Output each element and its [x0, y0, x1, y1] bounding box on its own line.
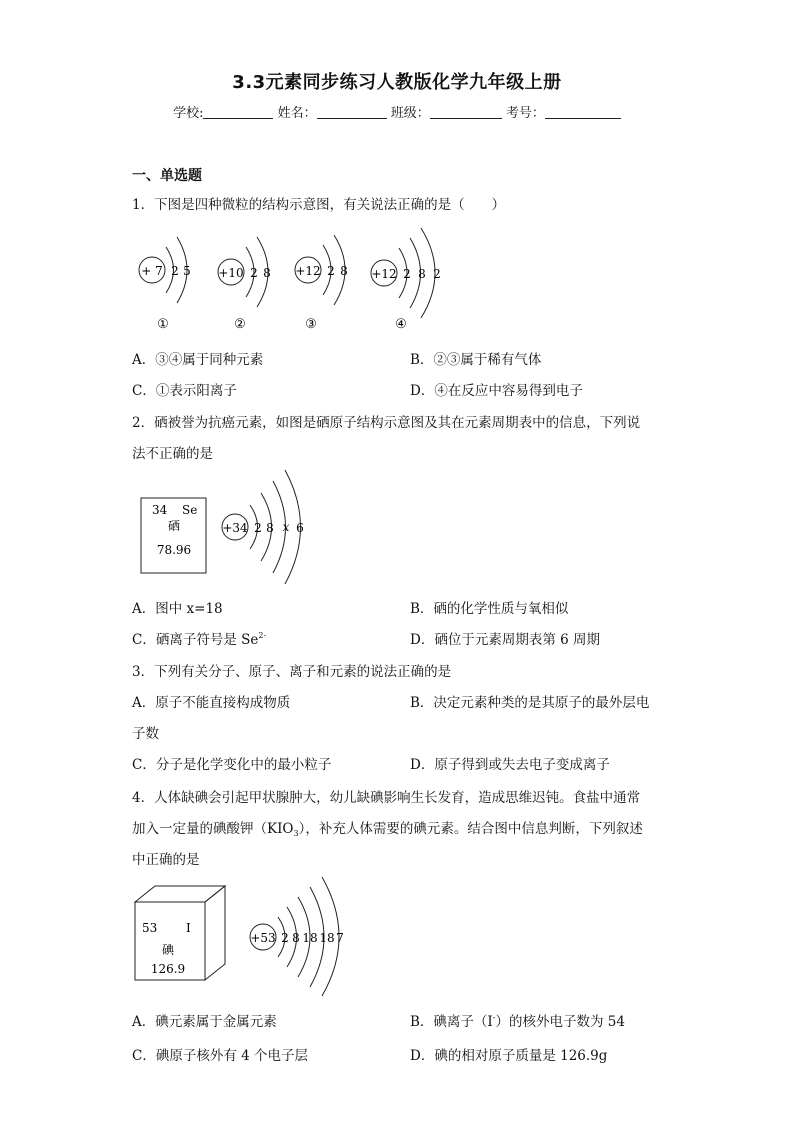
q4-shell-2: 8: [292, 931, 300, 945]
q1-option-c[interactable]: C．①表示阳离子: [132, 383, 237, 399]
q3-option-a[interactable]: A．原子不能直接构成物质: [132, 695, 291, 711]
q4-option-d[interactable]: D．碘的相对原子质量是 126.9g: [410, 1048, 608, 1064]
q1-p3-shell-2: 8: [340, 264, 348, 278]
q4-option-b-charge: -: [492, 1013, 496, 1022]
q2-element-name: 硒: [167, 519, 181, 533]
school-label: 学校:: [173, 106, 204, 121]
q4-stem-line-1: 4．人体缺碘会引起甲状腺肿大，幼儿缺碘影响生长发育，造成思维迟钝。食盐中通常: [132, 790, 641, 806]
q1-option-d[interactable]: D．④在反应中容易得到电子: [410, 383, 583, 399]
q2-shell-3: x: [282, 520, 290, 534]
section-heading: 一、单选题: [132, 168, 202, 184]
q2-option-c[interactable]: [132, 628, 266, 648]
q4-nucleus: +53: [250, 931, 276, 945]
q4-stem-subscript: 3: [293, 829, 299, 838]
q1-p4-shell-1: 2: [403, 267, 411, 281]
q4-option-b-start: B．碘离子（I: [410, 1014, 493, 1030]
q2-shell-4: 6: [296, 521, 304, 535]
school-blank: [203, 105, 273, 119]
q1-p1-shell-1: 2: [171, 264, 179, 278]
q2-stem-line-1: 2．硒被誉为抗癌元素，如图是硒原子结构示意图及其在元素周期表中的信息，下列说: [132, 415, 641, 431]
q1-p4-label: ④: [395, 317, 407, 332]
q4-shell-4: 18: [319, 931, 335, 945]
student-info-line: [0, 102, 794, 121]
exam-number-label: 考号：: [505, 106, 545, 121]
q3-option-c[interactable]: C．分子是化学变化中的最小粒子: [132, 757, 332, 773]
q1-option-b[interactable]: B．②③属于稀有气体: [410, 352, 542, 368]
q4-element-name: 碘: [161, 943, 175, 957]
q1-p2-label: ②: [234, 317, 246, 332]
q2-atom-diagram: [222, 470, 304, 584]
q4-option-b-end: ）的核外电子数为 54: [495, 1014, 625, 1030]
q1-p1-nucleus: + 7: [141, 264, 163, 278]
q1-p3-label: ③: [305, 317, 317, 332]
q4-shell-3: 18: [302, 931, 318, 945]
q1-p4-nucleus: +12: [371, 267, 397, 281]
q4-periodic-cube: [135, 886, 225, 980]
page-title: 3.3元素同步练习人教版化学九年级上册: [232, 72, 562, 93]
class-blank: [430, 105, 502, 119]
q4-option-c[interactable]: C．碘原子核外有 4 个电子层: [132, 1048, 309, 1064]
class-label: 班级：: [390, 106, 430, 121]
q1-p2-shell-1: 2: [250, 266, 258, 280]
q2-element-symbol: Se: [182, 503, 198, 517]
q4-stem-line-2-start: 加入一定量的碘酸钾（KIO: [132, 821, 294, 837]
exam-number-blank: [545, 105, 621, 119]
name-blank: [317, 105, 387, 119]
q4-option-b[interactable]: [410, 1010, 625, 1030]
q1-option-a[interactable]: A．③④属于同种元素: [132, 352, 264, 368]
q1-particle-1: [139, 237, 191, 332]
q3-option-b-continued: 子数: [132, 726, 159, 742]
q1-p1-shell-2: 5: [183, 264, 191, 278]
q2-atomic-mass: 78.96: [156, 543, 192, 557]
q1-p3-shell-1: 2: [327, 264, 335, 278]
q3-option-d[interactable]: D．原子得到或失去电子变成离子: [410, 757, 610, 773]
q4-stem-line-2-end: ），补充人体需要的碘元素。结合图中信息判断，下列叙述: [298, 821, 643, 837]
q4-shell-5: 7: [336, 931, 344, 945]
q2-option-a[interactable]: A．图中 x=18: [132, 601, 223, 617]
q2-figure: [138, 468, 318, 588]
q2-shell-1: 2: [254, 521, 262, 535]
q1-p4-shell-3: 2: [433, 267, 441, 281]
q2-stem-line-2: 法不正确的是: [132, 446, 213, 462]
q2-option-b[interactable]: B．硒的化学性质与氧相似: [410, 601, 569, 617]
q4-stem-line-2: [132, 817, 643, 838]
q1-particle-4: [371, 228, 441, 332]
q1-particle-3: [295, 235, 348, 332]
name-label: 姓名：: [277, 106, 317, 121]
q4-element-symbol: I: [186, 921, 191, 935]
q2-atomic-number: 34: [152, 503, 168, 517]
q2-shell-2: 8: [266, 521, 274, 535]
q1-particle-2: [218, 237, 271, 332]
q1-p2-shell-2: 8: [263, 266, 271, 280]
q2-option-c-text: C．硒离子符号是 Se: [132, 632, 259, 648]
q1-stem: 1．下图是四种微粒的结构示意图，有关说法正确的是（ ）: [132, 197, 506, 213]
q4-atomic-number: 53: [142, 921, 158, 935]
q4-option-a[interactable]: A．碘元素属于金属元素: [132, 1014, 277, 1030]
q1-p1-label: ①: [157, 317, 169, 332]
q2-option-d[interactable]: D．硒位于元素周期表第 6 周期: [410, 632, 600, 648]
q4-shell-1: 2: [281, 931, 289, 945]
q4-atomic-mass: 126.9: [150, 962, 186, 976]
q1-p2-nucleus: +10: [218, 266, 244, 280]
q4-figure: [130, 872, 360, 997]
q2-periodic-cell: [141, 498, 206, 573]
q1-p3-nucleus: +12: [295, 264, 321, 278]
q2-option-c-charge: 2-: [258, 631, 267, 640]
q4-stem-line-3: 中正确的是: [132, 852, 200, 868]
q1-particle-diagrams: [125, 225, 455, 335]
q3-stem: 3．下列有关分子、原子、离子和元素的说法正确的是: [132, 664, 452, 680]
q4-atom-diagram: [250, 877, 344, 996]
q1-p4-shell-2: 8: [418, 267, 426, 281]
q2-nucleus: +34: [222, 521, 248, 535]
q3-option-b[interactable]: B．决定元素种类的是其原子的最外层电: [410, 695, 650, 711]
